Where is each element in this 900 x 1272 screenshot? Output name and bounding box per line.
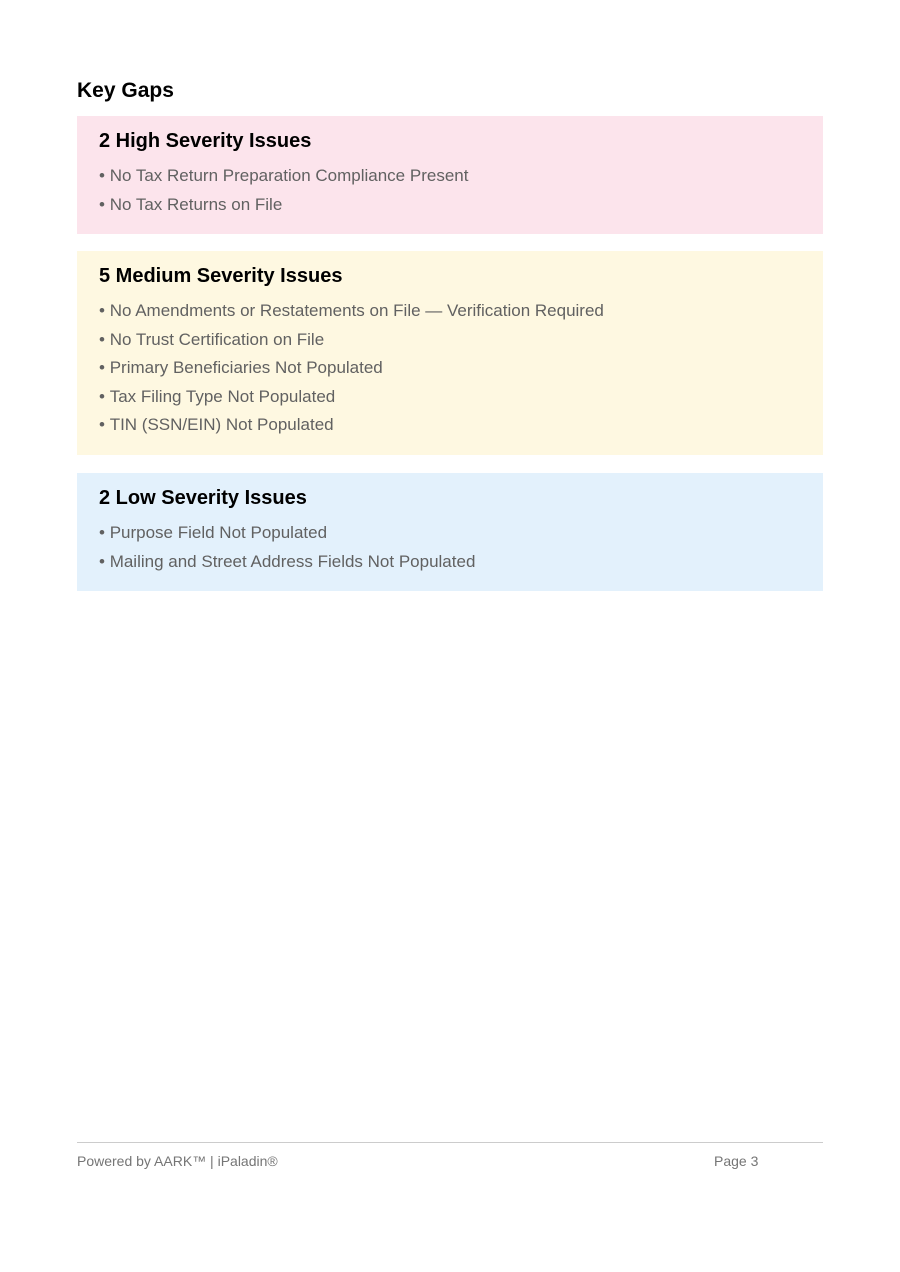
high-severity-heading: 2 High Severity Issues bbox=[99, 130, 312, 152]
footer-credit: Powered by AARK™ | iPaladin® bbox=[77, 1153, 278, 1169]
page-title: Key Gaps bbox=[77, 79, 174, 102]
list-item: • No Tax Return Preparation Compliance Present bbox=[99, 162, 801, 191]
low-severity-list bbox=[99, 519, 801, 576]
high-severity-section bbox=[77, 116, 823, 234]
medium-severity-section bbox=[77, 251, 823, 455]
list-item: • No Tax Returns on File bbox=[99, 191, 801, 220]
list-item: • Purpose Field Not Populated bbox=[99, 519, 801, 548]
list-item: • Tax Filing Type Not Populated bbox=[99, 383, 801, 412]
list-item: • Primary Beneficiaries Not Populated bbox=[99, 354, 801, 383]
list-item: • No Amendments or Restatements on File — Verification Required bbox=[99, 297, 801, 326]
medium-severity-list bbox=[99, 297, 801, 440]
footer-divider bbox=[77, 1142, 823, 1143]
low-severity-heading: 2 Low Severity Issues bbox=[99, 487, 307, 509]
list-item: • Mailing and Street Address Fields Not Populated bbox=[99, 548, 801, 577]
low-severity-section bbox=[77, 473, 823, 591]
page-number: Page 3 bbox=[714, 1153, 759, 1169]
list-item: • No Trust Certification on File bbox=[99, 326, 801, 355]
medium-severity-heading: 5 Medium Severity Issues bbox=[99, 265, 343, 287]
list-item: • TIN (SSN/EIN) Not Populated bbox=[99, 411, 801, 440]
high-severity-list bbox=[99, 162, 801, 219]
